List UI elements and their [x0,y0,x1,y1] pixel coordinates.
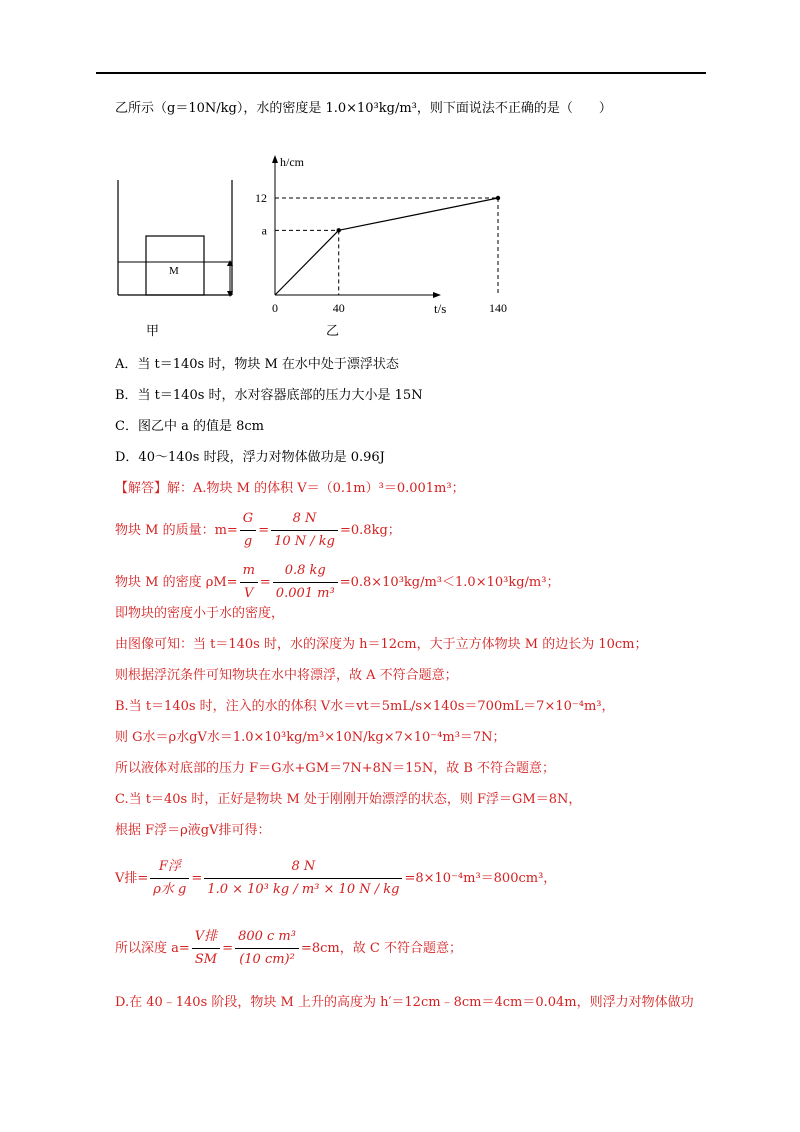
frac-num: F浮 [150,856,189,879]
graph-segment [275,230,339,295]
vpai-fraction-2 [204,856,402,901]
solution-line-8: 则 G水＝ρ水gV水＝1.0×10³kg/m³×10N/kg×7×10⁻⁴m³＝7N； [115,730,506,745]
density-label: 物块 M 的密度 ρM= [115,575,238,590]
solution-line-1 [115,480,465,498]
y-tick-label: a [261,223,267,238]
solution-line-2 [115,508,401,553]
density-result: =0.8×10³kg/m³＜1.0×10³kg/m³； [339,575,560,590]
frac-num: 800 c m³ [235,926,299,949]
frac-num: 8 N [204,856,402,879]
solution-line-14: D.在 40﹣140s 阶段，物块 M 上升的高度为 h′＝12cm﹣8cm＝4cm＝0.04m，则浮力对物体做功 [115,995,694,1010]
depth-result: =8cm，故 C 不符合题意； [300,941,462,956]
x-tick-label: 140 [489,301,507,315]
frac-den: 1.0 × 10³ kg / m³ × 10 N / kg [207,882,400,897]
solution-line-3 [115,560,559,605]
frac-den: g [243,534,253,549]
frac-den: (10 cm)² [239,952,295,967]
frac-num: G [240,508,256,531]
option-d: D．40～140s 时段，浮力对物体做功是 0.96J [115,450,385,465]
equals: = [191,871,203,886]
frac-den: SM [194,952,218,967]
solution-line-7: B.当 t＝140s 时，注入的水的体积 V水＝vt＝5mL/s×140s＝700mL＝7×10⁻⁴m³， [115,699,615,714]
data-point [496,196,500,200]
frac-den: V [244,586,254,601]
solution-line-6: 则根据浮沉条件可知物块在水中将漂浮，故 A 不符合题意； [115,668,458,683]
mass-label: 物块 M 的质量：m= [115,523,238,538]
depth-fraction-1 [192,926,220,971]
y-tick-label: 12 [255,191,267,205]
frac-num: V排 [192,926,220,949]
solution-tag: 【解答】 [115,481,168,496]
frac-num: 8 N [271,508,338,531]
solution-text-1: 解：A.物块 M 的体积 V＝（0.1m）³＝0.001m³； [167,481,465,496]
frac-num: m [240,560,258,583]
v-pai-label: V排= [115,871,149,886]
figure-yi-label: 乙 [326,324,340,339]
frac-den: ρ水 g [153,882,187,897]
solution-line-11: 根据 F浮＝ρ液gV排可得： [115,823,271,838]
x-tick-label: 0 [272,301,278,315]
depth-fraction-2 [235,926,299,971]
solution-line-5: 由图像可知：当 t＝140s 时，水的深度为 h＝12cm，大于立方体物块 M 的边长为 10cm； [115,637,648,652]
mass-result: =0.8kg； [340,523,401,538]
graph [255,155,507,316]
solution-line-10: C.当 t＝40s 时，正好是物块 M 处于刚刚开始漂浮的状态，则 F浮＝GM＝8N， [115,792,582,807]
option-a: A．当 t＝140s 时，物块 M 在水中处于漂浮状态 [115,357,399,372]
equals: = [222,941,234,956]
y-axis-label: h/cm [280,155,304,169]
depth-label: 所以深度 a= [115,941,190,956]
mass-fraction-1 [240,508,256,553]
frac-num: 0.8 kg [273,560,338,583]
solution-line-12 [115,856,556,901]
equals: = [258,523,270,538]
vpai-result: =8×10⁻⁴m³＝800cm³， [404,871,557,886]
solution-line-4: 即物块的密度小于水的密度， [115,606,285,621]
vpai-fraction-1 [150,856,189,901]
mass-fraction-2 [271,508,338,553]
density-fraction-1 [240,560,258,605]
frac-den: 10 N / kg [274,534,335,549]
y-axis-arrow [272,155,278,163]
equals: = [259,575,271,590]
data-point [337,228,341,232]
option-b: B．当 t＝140s 时，水对容器底部的压力大小是 15N [115,388,423,403]
x-tick-label: 40 [332,301,345,315]
graph-segment [339,198,498,230]
header-rule [96,72,706,74]
option-c: C．图乙中 a 的值是 8cm [115,419,264,434]
figure-jia-label: 甲 [146,324,160,339]
solution-line-13 [115,926,462,971]
solution-line-9: 所以液体对底部的压力 F＝G水+GM＝7N+8N＝15N，故 B 不符合题意； [115,761,556,776]
frac-den: 0.001 m³ [275,586,335,601]
figure [96,150,507,350]
x-axis-label: t/s [434,301,447,316]
density-fraction-2 [273,560,338,605]
x-axis-arrow [433,292,441,298]
block-m-label: M [169,265,179,277]
question-intro: 乙所示（g＝10N/kg），水的密度是 1.0×10³kg/m³，则下面说法不正确的是（ ） [115,101,612,116]
